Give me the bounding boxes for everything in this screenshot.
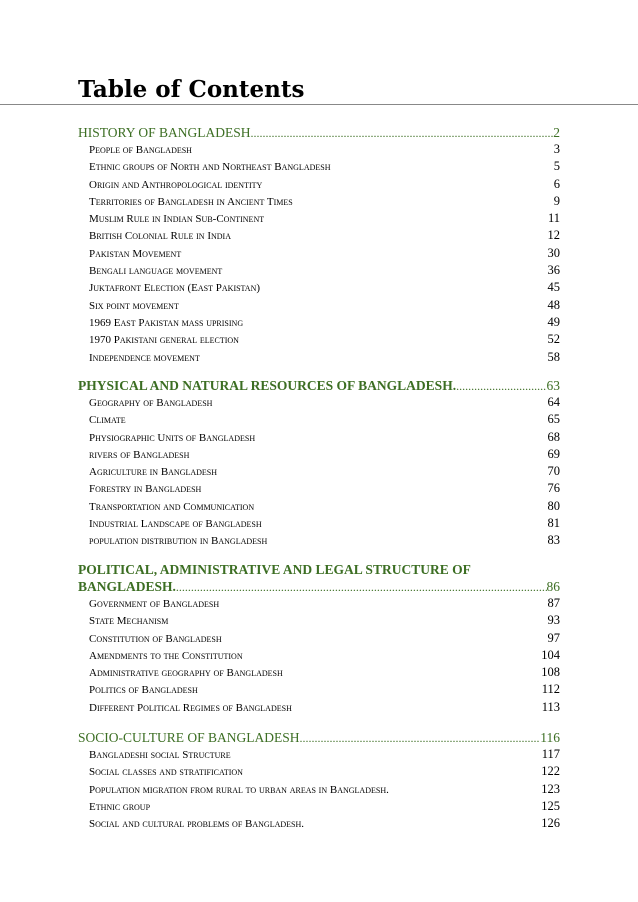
entry-label: Independence movement (89, 351, 200, 364)
entry-label: Geography of Bangladesh (89, 397, 213, 409)
entry-label: rivers of Bangladesh (89, 448, 190, 461)
toc-entry[interactable] (89, 193, 560, 210)
toc-section-socio-culture (78, 729, 560, 832)
entry-label: Industrial Landscape of Bangladesh (89, 518, 262, 531)
toc-entry[interactable] (89, 480, 560, 497)
entry-page-number: 104 (541, 647, 560, 662)
entry-page-number: 45 (547, 280, 560, 295)
toc-section-political (78, 561, 560, 716)
entry-label: Ethnic groups of North and Northeast Bangladesh (89, 161, 331, 174)
dot-leader (176, 579, 547, 596)
toc-entry[interactable] (89, 210, 560, 227)
toc-entry[interactable] (89, 798, 560, 815)
entry-label: Constitution of Bangladesh (89, 632, 222, 645)
entry-page-number: 97 (547, 630, 560, 645)
section-page-number: 116 (540, 730, 560, 745)
toc-entry[interactable] (89, 630, 560, 647)
dot-leader (300, 730, 541, 747)
toc-section-history (78, 124, 560, 366)
page-title: Table of Contents (78, 76, 305, 103)
entry-label: Government of Bangladesh (89, 598, 220, 610)
entry-page-number: 68 (547, 429, 560, 444)
entry-label: Territories of Bangladesh in Ancient Times (89, 195, 293, 208)
toc-entry[interactable] (89, 595, 560, 612)
toc-entry[interactable] (89, 279, 560, 296)
entry-page-number: 93 (547, 613, 560, 628)
section-heading-link[interactable] (78, 578, 560, 595)
entry-page-number: 80 (547, 498, 560, 513)
toc-entry[interactable] (89, 314, 560, 331)
entry-label: Muslim Rule in Indian Sub-Continent (89, 213, 265, 226)
entry-label: Pakistan Movement (89, 247, 182, 260)
entry-list (89, 595, 560, 716)
entry-page-number: 65 (547, 412, 560, 427)
entry-label: Climate (89, 414, 126, 427)
toc-entry[interactable] (89, 781, 560, 798)
entry-label: Origin and Anthropological identity (89, 178, 263, 191)
entry-list (89, 394, 560, 550)
entry-label: Transportation and Communication (89, 500, 255, 513)
entry-page-number: 52 (547, 332, 560, 347)
dot-leader (251, 125, 554, 142)
toc-entry[interactable] (89, 515, 560, 532)
entry-page-number: 64 (547, 395, 560, 409)
entry-label: Forestry in Bangladesh (89, 483, 202, 496)
toc-section-physical (78, 377, 560, 550)
toc-entry[interactable] (89, 176, 560, 193)
toc-entry[interactable] (89, 612, 560, 629)
toc-entry[interactable] (89, 532, 560, 549)
toc-entry[interactable] (89, 331, 560, 348)
entry-list (89, 746, 560, 832)
toc-entry[interactable] (89, 815, 560, 832)
entry-page-number: 70 (547, 464, 560, 479)
toc-entry[interactable] (89, 463, 560, 480)
toc-entry[interactable] (89, 446, 560, 463)
entry-label: Administrative geography of Bangladesh (89, 667, 283, 680)
section-page-number: 86 (546, 579, 560, 594)
entry-page-number: 87 (547, 596, 560, 610)
section-heading: HISTORY OF BANGLADESH (78, 125, 251, 140)
entry-page-number: 49 (547, 314, 560, 329)
entry-page-number: 48 (547, 297, 560, 312)
toc-entry[interactable] (89, 746, 560, 763)
section-page-number: 2 (553, 125, 560, 140)
toc-entry[interactable] (89, 699, 560, 716)
entry-page-number: 83 (547, 533, 560, 548)
entry-page-number: 58 (547, 349, 560, 364)
section-heading-link[interactable] (78, 377, 560, 394)
entry-label: Ethnic group (89, 800, 151, 813)
toc-entry[interactable] (89, 262, 560, 279)
entry-page-number: 123 (541, 781, 560, 796)
toc-entry[interactable] (89, 245, 560, 262)
entry-label: Population migration from rural to urban areas in Bangladesh. (89, 783, 389, 796)
entry-page-number: 108 (541, 665, 560, 680)
entry-page-number: 30 (547, 245, 560, 260)
dot-leader (456, 378, 546, 395)
entry-list (89, 141, 560, 366)
entry-page-number: 36 (547, 263, 560, 278)
toc-entry[interactable] (89, 647, 560, 664)
entry-page-number: 76 (547, 481, 560, 496)
toc-entry[interactable] (89, 763, 560, 780)
entry-page-number: 113 (541, 699, 560, 714)
entry-page-number: 112 (541, 682, 560, 697)
entry-label: 1970 Pakistani general election (89, 334, 239, 347)
toc-entry[interactable] (89, 429, 560, 446)
entry-label: Politics of Bangladesh (89, 684, 198, 697)
entry-page-number: 81 (547, 516, 560, 531)
entry-page-number: 9 (553, 193, 560, 208)
toc-entry[interactable] (89, 664, 560, 681)
section-heading: PHYSICAL AND NATURAL RESOURCES OF BANGLADESH. (78, 378, 457, 393)
entry-label: population distribution in Bangladesh (89, 535, 268, 548)
entry-label: Juktafront Election (East Pakistan) (89, 282, 261, 295)
entry-page-number: 122 (541, 764, 560, 779)
section-heading-link[interactable] (78, 124, 560, 141)
section-page-number: 63 (546, 378, 560, 393)
entry-page-number: 126 (541, 816, 560, 831)
entry-label: Different Political Regimes of Bangladesh (89, 701, 292, 714)
toc-entry[interactable] (89, 297, 560, 314)
entry-page-number: 125 (541, 798, 560, 813)
entry-label: Physiographic Units of Bangladesh (89, 431, 256, 444)
entry-label: Social and cultural problems of Bangladesh. (89, 818, 305, 831)
title-divider (0, 104, 638, 105)
section-heading-link[interactable] (78, 729, 560, 746)
entry-page-number: 117 (541, 747, 560, 761)
toc-entry[interactable] (89, 158, 560, 175)
toc-entry[interactable] (89, 227, 560, 244)
section-heading[interactable]: POLITICAL, ADMINISTRATIVE AND LEGAL STRUCTURE OF (78, 562, 471, 577)
entry-page-number: 3 (553, 142, 560, 156)
entry-label: People of Bangladesh (89, 144, 192, 156)
entry-label: Six point movement (89, 299, 179, 312)
toc-entry[interactable] (89, 349, 560, 366)
entry-page-number: 5 (553, 159, 560, 174)
entry-page-number: 69 (547, 446, 560, 461)
section-heading-line2: BANGLADESH. (78, 579, 176, 594)
entry-label: Agriculture in Bangladesh (89, 466, 218, 479)
entry-label: Bengali language movement (89, 265, 223, 278)
toc-entry[interactable] (89, 411, 560, 428)
entry-label: Amendments to the Constitution (89, 649, 243, 662)
entry-label: State Mechanism (89, 615, 169, 628)
toc-entry[interactable] (89, 681, 560, 698)
toc-entry[interactable] (89, 394, 560, 411)
entry-label: British Colonial Rule in India (89, 230, 231, 243)
entry-page-number: 11 (547, 211, 560, 226)
section-heading: SOCIO-CULTURE OF BANGLADESH (78, 730, 300, 745)
entry-page-number: 6 (553, 176, 560, 191)
entry-label: Social classes and stratification (89, 766, 243, 779)
toc-entry[interactable] (89, 141, 560, 158)
toc-entry[interactable] (89, 498, 560, 515)
entry-page-number: 12 (547, 228, 560, 243)
entry-label: 1969 East Pakistan mass uprising (89, 316, 244, 329)
entry-label: Bangladeshi social Structure (89, 749, 231, 761)
